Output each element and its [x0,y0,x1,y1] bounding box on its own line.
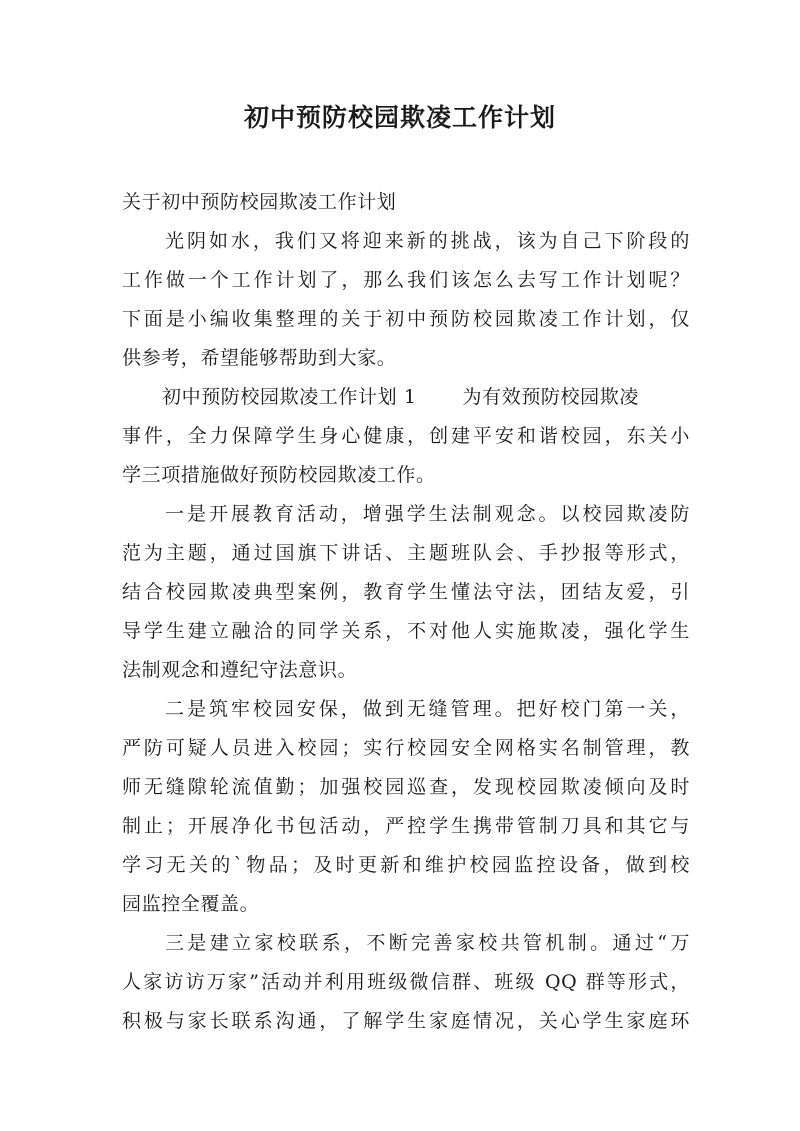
section2-line-1: 二是筑牢校园安保，做到无缝管理。把好校门第一关， [165,698,690,720]
section2-line-3: 师无缝隙轮流值勤；加强校园巡查，发现校园欺凌倾向及时 [122,776,690,798]
section1-line-3: 结合校园欺凌典型案例，教育学生懂法守法，团结友爱，引 [122,581,690,603]
intro-line-3: 下面是小编收集整理的关于初中预防校园欺凌工作计划，仅 [122,308,690,330]
plan-heading: 初中预防校园欺凌工作计划 1 [162,386,417,408]
intro-line-1: 光阴如水，我们又将迎来新的挑战，该为自己下阶段的 [165,230,690,252]
plan-heading-line [122,378,690,417]
section2-line-2: 严防可疑人员进入校园；实行校园安全网格实名制管理，教 [122,737,690,759]
section2-line-6: 园监控全覆盖。 [122,893,260,915]
section1-line-2: 范为主题，通过国旗下讲话、主题班队会、手抄报等形式， [122,542,690,564]
section2-line-4: 制止；开展净化书包活动，严控学生携带管制刀具和其它与 [122,815,690,837]
document-title: 初中预防校园欺凌工作计划 [243,103,556,132]
plan-intro-line-1: 事件，全力保障学生身心健康，创建平安和谐校园，东关小 [122,425,690,447]
section1-line-1: 一是开展教育活动，增强学生法制观念。以校园欺凌防 [165,503,690,525]
document-body [122,183,690,1041]
subtitle-line: 关于初中预防校园欺凌工作计划 [122,191,397,213]
intro-line-2: 工作做一个工作计划了，那么我们该怎么去写工作计划呢？ [122,269,690,291]
section2-line-5: 学习无关的`物品；及时更新和维护校园监控设备，做到校 [122,854,690,876]
section3-line-2: 人家访访万家”活动并利用班级微信群、班级 QQ 群等形式， [122,971,690,993]
section3-line-1: 三是建立家校联系，不断完善家校共管机制。通过“万 [165,932,690,954]
section1-line-4: 导学生建立融洽的同学关系，不对他人实施欺凌，强化学生 [122,620,690,642]
section3-line-3: 积极与家长联系沟通，了解学生家庭情况，关心学生家庭环 [122,1010,690,1032]
intro-line-4: 供参考，希望能够帮助到大家。 [122,347,397,369]
plan-intro-line-2: 学三项措施做好预防校园欺凌工作。 [122,464,436,486]
plan-heading-tail: 为有效预防校园欺凌 [462,386,639,408]
section1-line-5: 法制观念和遵纪守法意识。 [122,659,358,681]
